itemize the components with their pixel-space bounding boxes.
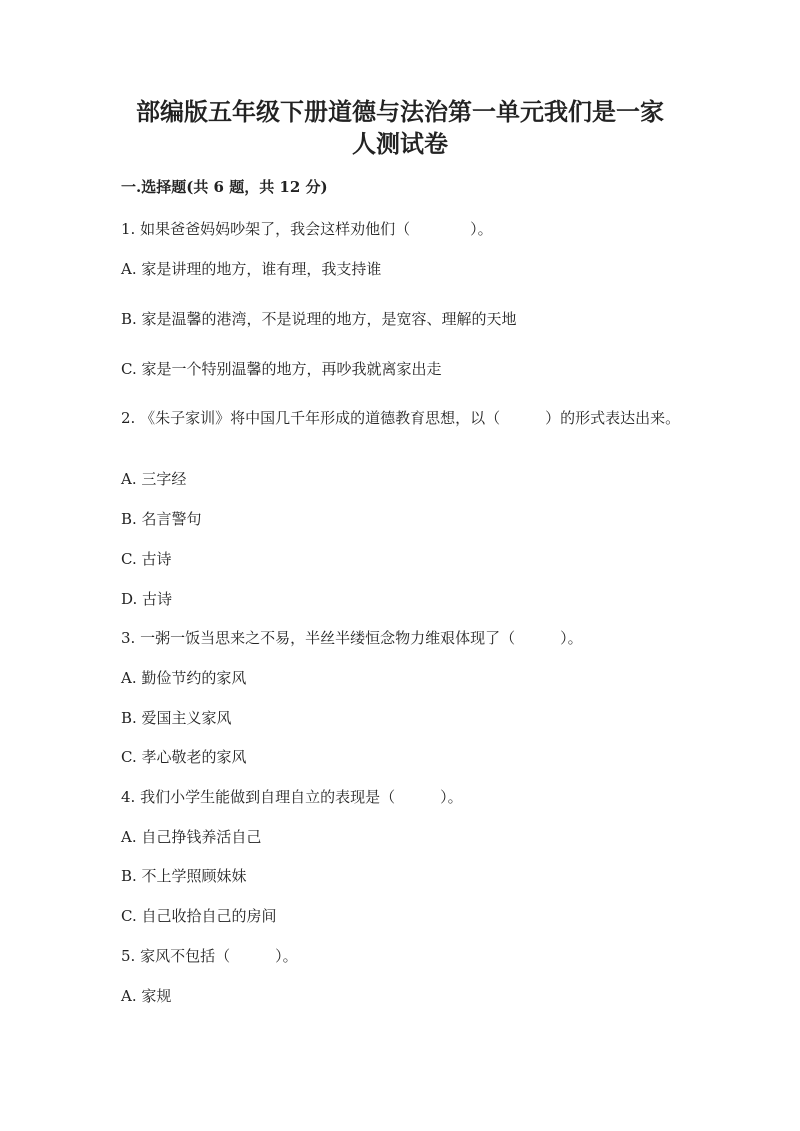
question-1-option-a: A. 家是讲理的地方，谁有理，我支持谁 bbox=[121, 260, 382, 278]
page-title bbox=[100, 96, 700, 160]
question-3-option-b: B. 爱国主义家风 bbox=[121, 709, 232, 727]
question-3-stem: 3. 一粥一饭当思来之不易，半丝半缕恒念物力维艰体现了（ ）。 bbox=[121, 629, 583, 647]
page-title-line-2: 人测试卷 bbox=[352, 129, 448, 158]
question-2-option-d: D. 古诗 bbox=[121, 590, 173, 608]
question-3-option-c: C. 孝心敬老的家风 bbox=[121, 748, 247, 766]
question-2-option-b: B. 名言警句 bbox=[121, 510, 202, 528]
question-5-stem: 5. 家风不包括（ ）。 bbox=[121, 947, 298, 965]
question-5-option-a: A. 家规 bbox=[121, 987, 172, 1005]
question-4-option-c: C. 自己收拾自己的房间 bbox=[121, 907, 277, 925]
question-2-option-c: C. 古诗 bbox=[121, 550, 172, 568]
question-3-option-a: A. 勤俭节约的家风 bbox=[121, 669, 247, 687]
question-4-option-b: B. 不上学照顾妹妹 bbox=[121, 867, 247, 885]
question-1-option-c: C. 家是一个特别温馨的地方，再吵我就离家出走 bbox=[121, 360, 442, 378]
page-title-line-1: 部编版五年级下册道德与法治第一单元我们是一家 bbox=[136, 97, 664, 126]
section-heading: 一.选择题(共 6 题，共 12 分) bbox=[121, 178, 328, 196]
question-2-option-a: A. 三字经 bbox=[121, 470, 187, 488]
question-1-stem: 1. 如果爸爸妈妈吵架了，我会这样劝他们（ ）。 bbox=[121, 220, 493, 238]
question-4-stem: 4. 我们小学生能做到自理自立的表现是（ ）。 bbox=[121, 788, 463, 806]
question-4-option-a: A. 自己挣钱养活自己 bbox=[121, 828, 262, 846]
question-1-option-b: B. 家是温馨的港湾，不是说理的地方，是宽容、理解的天地 bbox=[121, 310, 517, 328]
question-2-stem: 2. 《朱子家训》将中国几千年形成的道德教育思想，以（ ）的形式表达出来。 bbox=[121, 409, 681, 427]
